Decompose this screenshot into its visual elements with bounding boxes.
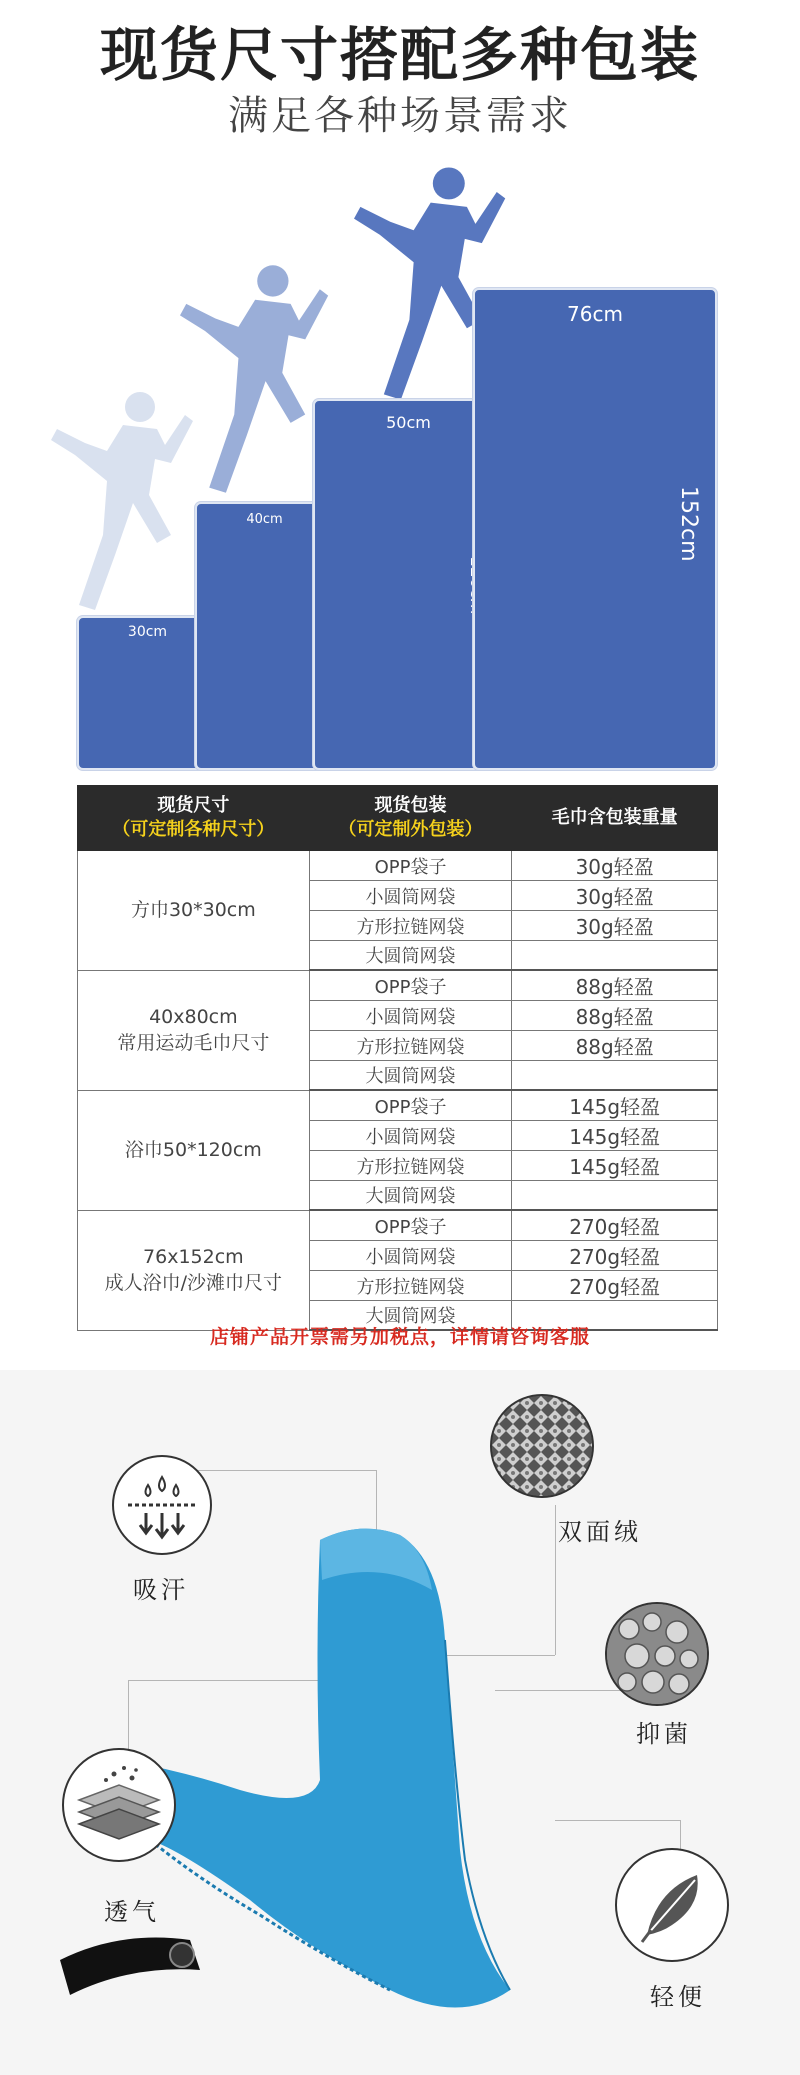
invoice-notice: 店铺产品开票需另加税点，详情请咨询客服 (209, 1326, 590, 1348)
sweat-absorb-icon (112, 1455, 212, 1555)
pack-cell: 小圆筒网袋 (309, 1241, 512, 1271)
table-row (78, 1210, 718, 1241)
table-row (78, 1090, 718, 1121)
pack-cell: 方形拉链网袋 (309, 911, 512, 941)
page-subtitle: 满足各种场景需求 (228, 93, 572, 139)
weight-cell: 88g轻盈 (512, 1001, 718, 1031)
size-pack-table (77, 785, 718, 1331)
pack-cell: 小圆筒网袋 (309, 881, 512, 911)
pack-cell: OPP袋子 (309, 851, 512, 881)
feature-breathable-label: 透气 (104, 1898, 160, 1926)
size-height-label: 152cm (676, 486, 701, 562)
table-row (78, 851, 718, 881)
feature-suede-label: 双面绒 (558, 1518, 642, 1546)
weight-cell: 145g轻盈 (512, 1151, 718, 1181)
pack-cell: 大圆筒网袋 (309, 1061, 512, 1091)
pack-cell: 大圆筒网袋 (309, 941, 512, 971)
pack-cell: OPP袋子 (309, 970, 512, 1001)
table-row (78, 970, 718, 1001)
size-cell: 76x152cm 成人浴巾/沙滩巾尺寸 (78, 1210, 310, 1330)
feature-sweat-label: 吸汗 (133, 1576, 189, 1604)
pack-cell: OPP袋子 (309, 1090, 512, 1121)
double-suede-icon (490, 1394, 594, 1498)
antibacterial-icon (605, 1602, 709, 1706)
size-block-76x152 (473, 288, 717, 770)
pack-cell: 方形拉链网袋 (309, 1031, 512, 1061)
pack-cell: 小圆筒网袋 (309, 1121, 512, 1151)
size-width-label: 50cm (386, 413, 431, 432)
weight-cell (512, 1061, 718, 1091)
page-title: 现货尺寸搭配多种包装 (99, 21, 700, 89)
pack-cell: 方形拉链网袋 (309, 1151, 512, 1181)
weight-cell (512, 1181, 718, 1211)
weight-cell: 88g轻盈 (512, 1031, 718, 1061)
pack-cell: 大圆筒网袋 (309, 1301, 512, 1331)
header-pack: 现货包装 （可定制外包装） (309, 786, 512, 851)
feature-light-label: 轻便 (650, 1983, 706, 2011)
header-size: 现货尺寸 （可定制各种尺寸） (78, 786, 310, 851)
pack-cell: 大圆筒网袋 (309, 1181, 512, 1211)
size-cell: 浴巾50*120cm (78, 1090, 310, 1210)
size-width-label: 76cm (567, 302, 623, 326)
weight-cell: 270g轻盈 (512, 1210, 718, 1241)
header-weight: 毛巾含包装重量 (512, 786, 718, 851)
weight-cell (512, 941, 718, 971)
breathable-icon (62, 1748, 176, 1862)
size-cell: 40x80cm 常用运动毛巾尺寸 (78, 970, 310, 1090)
weight-cell: 30g轻盈 (512, 851, 718, 881)
feature-antibacterial-label: 抑菌 (636, 1720, 692, 1748)
pack-cell: 小圆筒网袋 (309, 1001, 512, 1031)
weight-cell: 145g轻盈 (512, 1090, 718, 1121)
size-width-label: 30cm (127, 624, 168, 640)
lightweight-feather-icon (615, 1848, 729, 1962)
weight-cell: 270g轻盈 (512, 1271, 718, 1301)
pack-cell: 方形拉链网袋 (309, 1271, 512, 1301)
weight-cell: 88g轻盈 (512, 970, 718, 1001)
size-cell: 方巾30*30cm (78, 851, 310, 971)
pack-cell: OPP袋子 (309, 1210, 512, 1241)
runner-figure-mid (172, 258, 332, 498)
weight-cell: 145g轻盈 (512, 1121, 718, 1151)
weight-cell: 270g轻盈 (512, 1241, 718, 1271)
weight-cell: 30g轻盈 (512, 911, 718, 941)
size-width-label: 40cm (246, 512, 283, 527)
weight-cell: 30g轻盈 (512, 881, 718, 911)
